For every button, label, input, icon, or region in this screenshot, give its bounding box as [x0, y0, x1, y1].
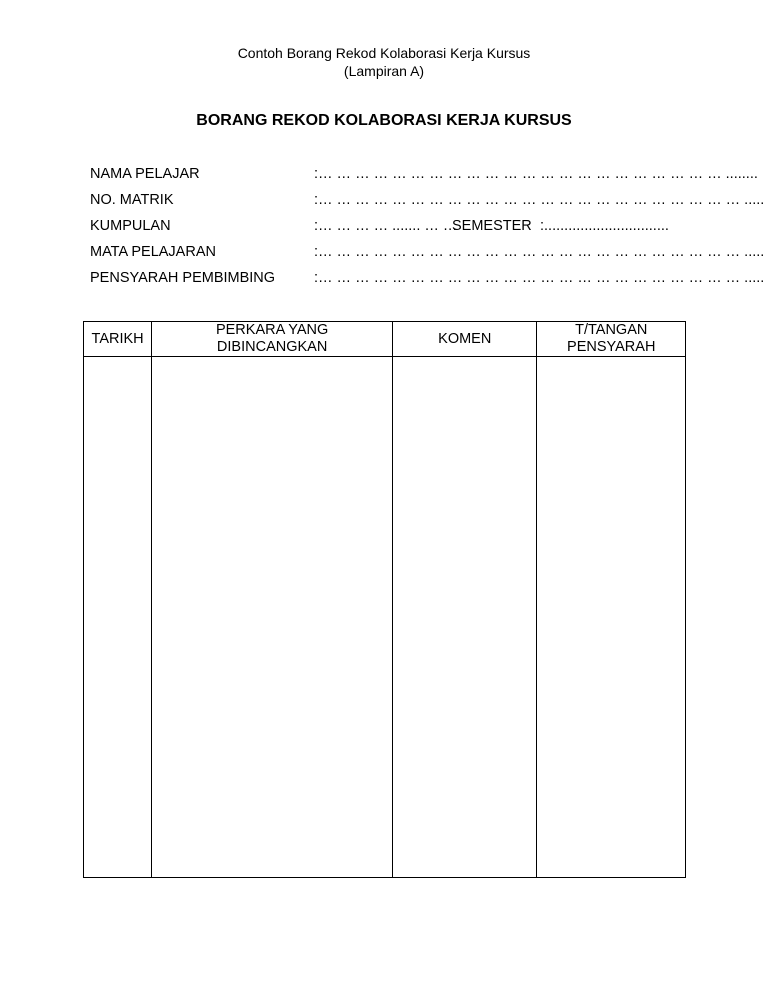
table-row: [84, 357, 686, 878]
column-header-signature-line1: T/TANGAN: [575, 322, 648, 338]
table-header-row: [84, 322, 686, 357]
matters-cell[interactable]: [152, 357, 393, 878]
supervisor-label: PENSYARAH PEMBIMBING: [90, 270, 276, 286]
matric-number-label: NO. MATRIK: [90, 192, 174, 208]
student-name-field[interactable]: :… … … … … … … … … … … … … … … … … … … … … … ........: [314, 166, 758, 182]
semester-label: SEMESTER: [452, 218, 532, 234]
column-header-matters-line2: DIBINCANGKAN: [216, 339, 328, 355]
matric-number-field[interactable]: :… … … … … … … … … … … … … … … … … … … … … … … .....: [314, 192, 765, 208]
student-name-label: NAMA PELAJAR: [90, 166, 200, 182]
column-header-signature-line2: PENSYARAH: [567, 339, 656, 355]
column-header-comment-text: KOMEN: [438, 330, 492, 347]
group-field[interactable]: :… … … … ....... … …: [314, 218, 458, 234]
subject-label: MATA PELAJARAN: [90, 244, 216, 260]
subject-field[interactable]: :… … … … … … … … … … … … … … … … … … … … … … … .....: [314, 244, 765, 260]
record-table: [83, 321, 686, 878]
group-label: KUMPULAN: [90, 218, 171, 234]
form-caption: Contoh Borang Rekod Kolaborasi Kerja Kursus: [237, 45, 531, 61]
signature-cell[interactable]: [537, 357, 686, 878]
date-cell[interactable]: [84, 357, 152, 878]
semester-field[interactable]: :...............................: [540, 218, 669, 234]
column-header-matters-line1: PERKARA YANG: [215, 322, 329, 338]
form-title: BORANG REKOD KOLABORASI KERJA KURSUS: [196, 112, 572, 129]
column-header-lecturer-signature: [537, 322, 686, 357]
comment-cell[interactable]: [393, 357, 537, 878]
column-header-date-text: TARIKH: [91, 330, 144, 347]
column-header-date: [84, 322, 152, 357]
column-header-matters-discussed: [152, 322, 393, 357]
column-header-comment: [393, 322, 537, 357]
supervisor-field[interactable]: :… … … … … … … … … … … … … … … … … … … … … … … .....: [314, 270, 765, 286]
appendix-label: (Lampiran A): [343, 63, 425, 79]
